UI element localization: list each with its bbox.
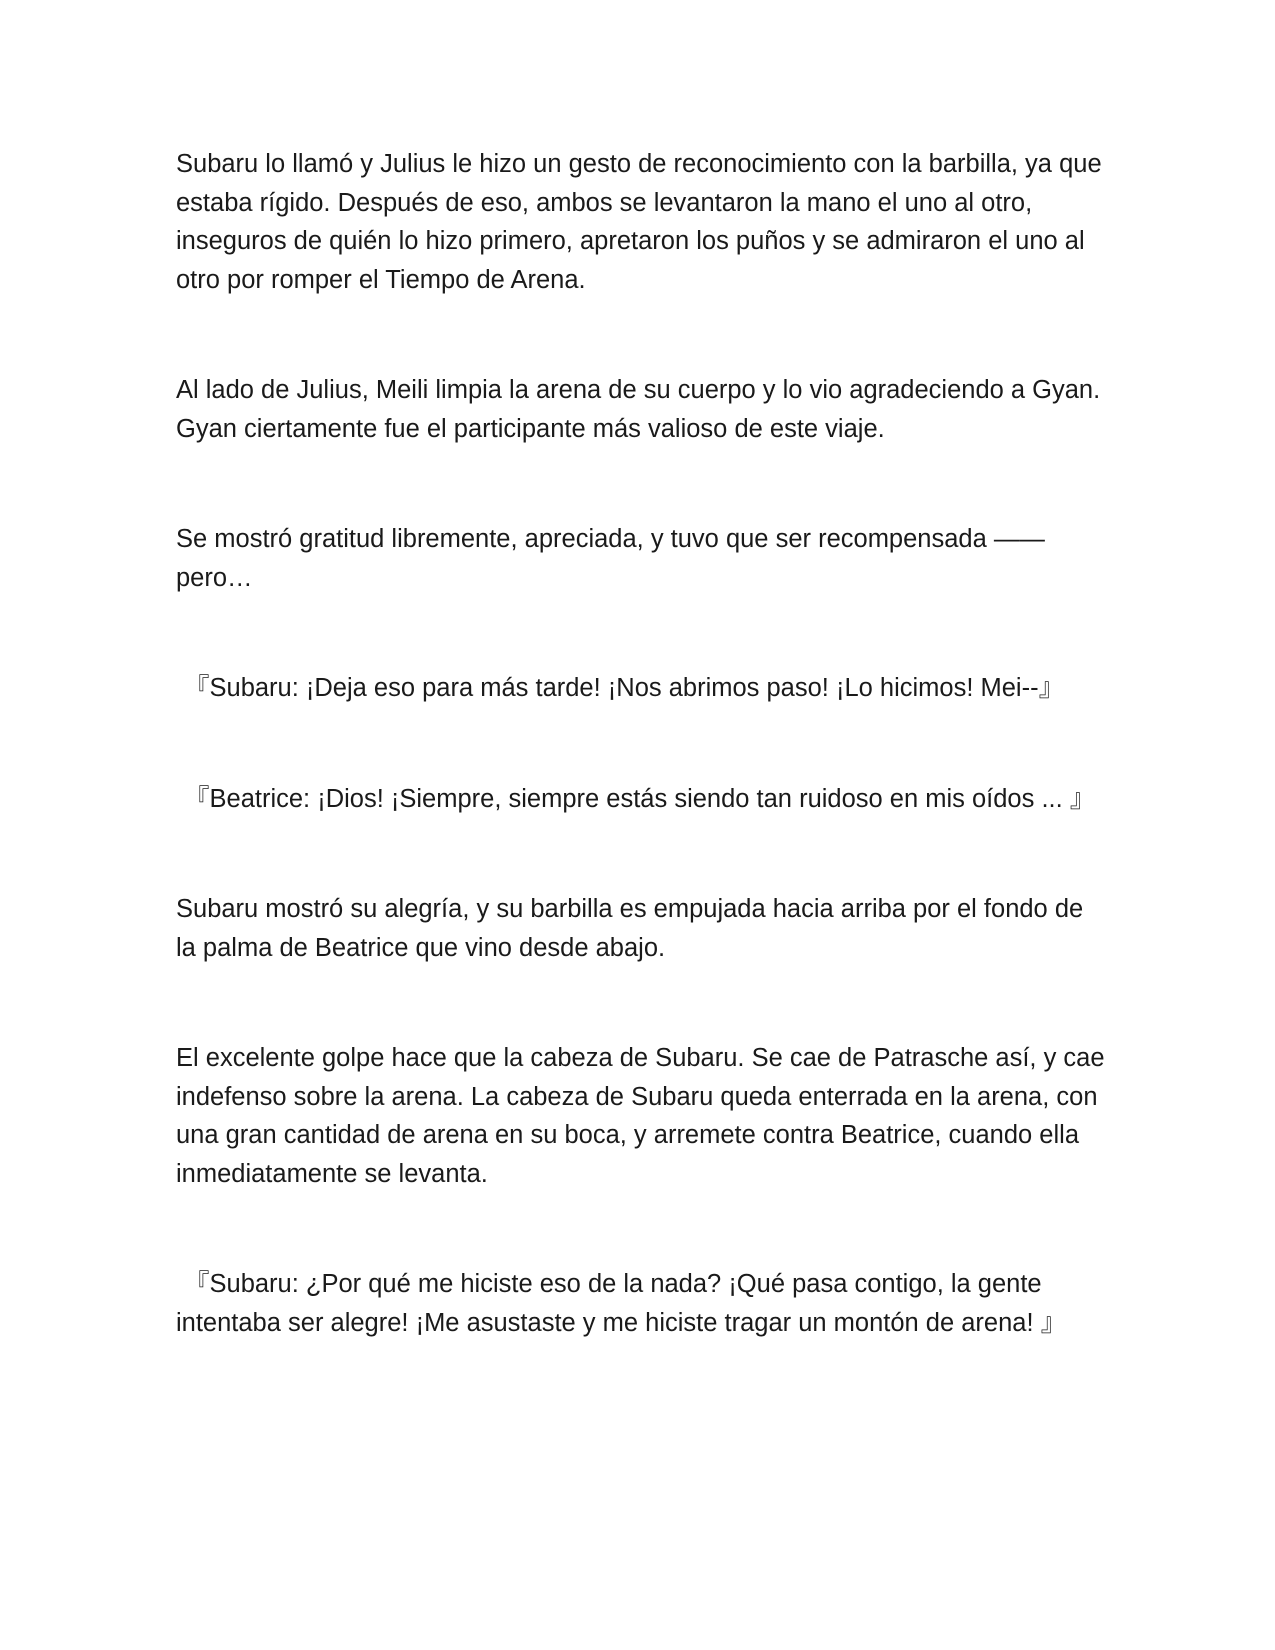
- paragraph-6: Subaru mostró su alegría, y su barbilla es empujada hacia arriba por el fondo de la palma de Beatrice que vino desde abajo.: [176, 895, 1084, 962]
- paragraph-3: Se mostró gratitud libremente, apreciada, y tuvo que ser recompensada —— pero…: [176, 525, 1045, 592]
- paragraph-2: Al lado de Julius, Meili limpia la arena de su cuerpo y lo vio agradeciendo a Gyan. Gyan ciertamente fue el participante más valioso de este viaje.: [176, 376, 1101, 443]
- dialogue-beatrice-1: 『Beatrice: ¡Dios! ¡Siempre, siempre estás siendo tan ruidoso en mis oídos ... 』: [184, 784, 1096, 813]
- dialogue-subaru-2: 『Subaru: ¿Por qué me hiciste eso de la nada? ¡Qué pasa contigo, la gente intentaba ser alegre! ¡Me asustaste y me hiciste tragar un montón de arena! 』: [176, 1270, 1067, 1337]
- document-body: [176, 145, 1106, 1414]
- dialogue-subaru-1: 『Subaru: ¡Deja eso para más tarde! ¡Nos abrimos paso! ¡Lo hicimos! Mei--』: [184, 674, 1065, 702]
- paragraph-1: Subaru lo llamó y Julius le hizo un gesto de reconocimiento con la barbilla, ya que estaba rígido. Después de eso, ambos se levantaron la mano el uno al otro, inseguros de quién lo hizo primero, apretaron los puños y se admiraron el uno al otro por romper el Tiempo de Arena.: [176, 150, 1102, 294]
- paragraph-7: El excelente golpe hace que la cabeza de Subaru. Se cae de Patrasche así, y cae indefenso sobre la arena. La cabeza de Subaru queda enterrada en la arena, con una gran cantidad de arena en su boca, y arremete contra Beatrice, cuando ella inmediatamente se levanta.: [176, 1044, 1105, 1188]
